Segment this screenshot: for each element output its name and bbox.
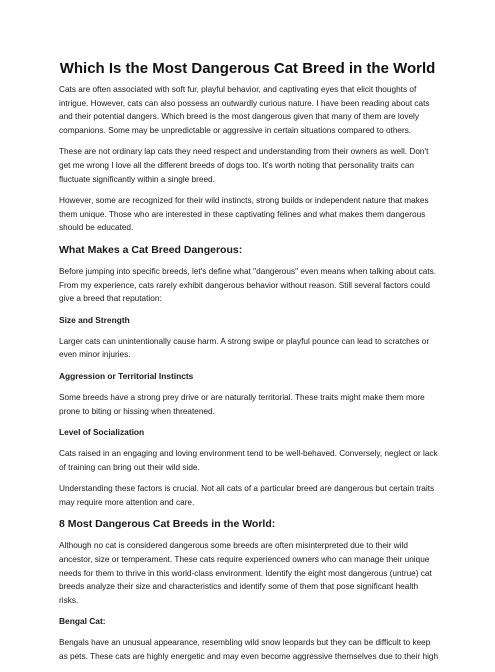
paragraph: However, some are recognized for their wild instincts, strong builds or independent nature that makes them unique. Those who are interested in these captivating felines and what makes them dangerous should be educated. — [59, 196, 429, 233]
paragraph: Larger cats can unintentionally cause harm. A strong swipe or playful pounce can lead to scratches or even minor injuries. — [59, 336, 430, 360]
paragraph: Cats are often associated with soft fur, playful behavior, and captivating eyes that elicit thoughts of intrigue. However, cats can also possess an outwardly curious nature. I have been reading about cats and their potential dangers. Which breed is the most dangerous given that many of them are lovely companions. Some may be unpredictable or aggressive in certain situations compared to others. — [59, 85, 430, 135]
paragraph: Understanding these factors is crucial. Not all cats of a particular breed are dangerous but certain traits may require more attention and care. — [59, 484, 435, 507]
section-heading: 8 Most Dangerous Cat Breeds in the World: — [59, 518, 276, 531]
subsection-heading: Size and Strength — [59, 314, 130, 325]
subsection-heading: Bengal Cat: — [59, 616, 106, 627]
paragraph: Before jumping into specific breeds, let's define what "dangerous" even means when talking about cats. From my experience, cats rarely exhibit dangerous behavior without reason. Still several factors could give a breed that reputation: — [59, 266, 437, 304]
subsection-heading: Aggression or Territorial Instincts — [59, 370, 194, 381]
paragraph: These are not ordinary lap cats they need respect and understanding from their owners as well. Don't get me wrong I love all the different breeds of dogs too. It's worth noting that personality traits can fluctuate significantly within a single breed. — [59, 147, 429, 184]
document-body — [59, 83, 439, 672]
paragraph: Bengals have an unusual appearance, resembling wild snow leopards but they can be difficult to keep as pets. These cats are highly energetic and may even become aggressive themselves due to their high — [59, 638, 439, 662]
paragraph: Cats raised in an engaging and loving environment tend to be well-behaved. Conversely, neglect or lack of training can bring out their wild side. — [59, 449, 438, 472]
document-title: Which Is the Most Dangerous Cat Breed in the World — [59, 60, 436, 77]
paragraph: Some breeds have a strong prey drive or are naturally territorial. These traits might make them more prone to biting or hissing when threatened. — [59, 392, 425, 416]
subsection-heading: Level of Socialization — [59, 427, 145, 438]
section-heading: What Makes a Cat Breed Dangerous: — [59, 243, 243, 256]
paragraph: Although no cat is considered dangerous some breeds are often misinterpreted due to their wild ancestor, size or temperament. These cats require experienced owners who can manage their unique needs for them to thrive in this world-class environment. Identify the eight most dangerous (untrue) cat breeds analyze their size and characteristics and identify some of them that pose significant health risks. — [59, 541, 432, 605]
